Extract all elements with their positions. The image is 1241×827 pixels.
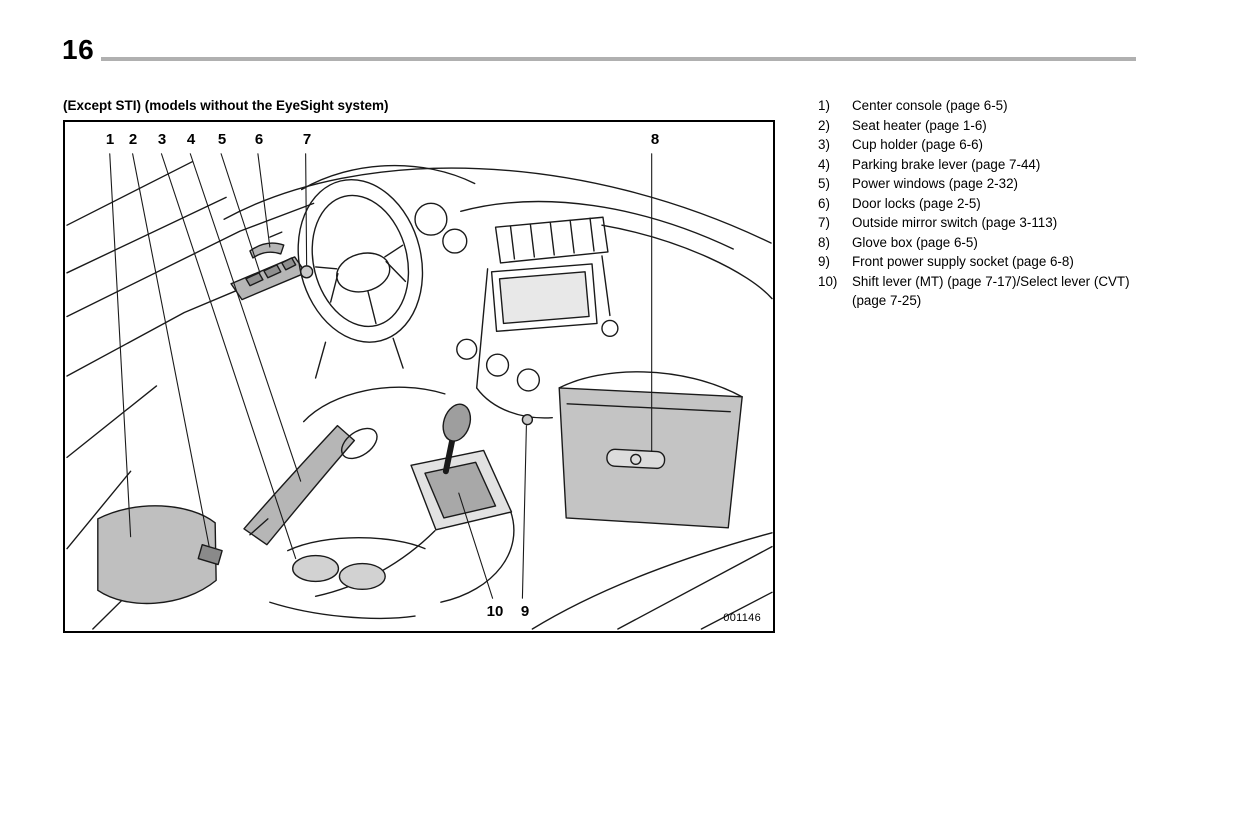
legend-item	[818, 96, 1150, 116]
legend-item	[818, 135, 1150, 155]
legend-item	[818, 155, 1150, 175]
page-number: 16	[62, 34, 95, 65]
legend-item	[818, 116, 1150, 136]
interior-diagram	[65, 122, 773, 631]
legend-item-text: Power windows (page 2-32)	[852, 176, 1018, 191]
legend-item-text: Door locks (page 2-5)	[852, 195, 981, 211]
figure-caption: (Except STI) (models without the EyeSight system)	[63, 98, 389, 113]
legend-item-number: 9)	[818, 254, 830, 269]
legend-item-text: Front power supply socket (page 6-8)	[852, 254, 1074, 269]
legend-item-text: Outside mirror switch (page 3-113)	[852, 215, 1058, 230]
mirror-switch	[301, 266, 313, 278]
legend-item-text: Shift lever (MT) (page 7-17)/Select lever (CVT) (page 7-25)	[852, 273, 1130, 308]
callout-label-7: 7	[302, 131, 312, 148]
figure-box	[63, 120, 775, 633]
legend-item-text: Cup holder (page 6-6)	[852, 137, 984, 152]
header-rule	[101, 57, 1136, 61]
legend-item-number: 2)	[818, 117, 830, 133]
legend-item-text: Seat heater (page 1-6)	[852, 117, 987, 133]
legend-item	[818, 174, 1150, 194]
legend-item	[818, 252, 1150, 272]
legend-list	[818, 96, 1150, 311]
window-switch-pod	[231, 257, 306, 300]
legend-item-number: 4)	[818, 156, 830, 172]
callout-label-6: 6	[254, 131, 264, 148]
callout-label-1: 1	[105, 131, 115, 148]
legend-item-number: 10)	[818, 273, 838, 289]
legend-item-number: 7)	[818, 215, 830, 230]
door-handle	[250, 232, 284, 258]
power-socket	[522, 415, 532, 425]
callout-label-3: 3	[157, 131, 167, 148]
legend-item	[818, 272, 1150, 311]
legend-item-number: 5)	[818, 176, 830, 191]
legend-item-text: Parking brake lever (page 7-44)	[852, 156, 1041, 172]
legend-item	[818, 194, 1150, 214]
callout-label-9: 9	[520, 603, 530, 620]
parking-brake-lever	[244, 422, 382, 544]
steering-column	[316, 338, 404, 378]
legend-item-number: 3)	[818, 137, 830, 152]
legend-item-text: Center console (page 6-5)	[852, 98, 1008, 113]
shift-lever	[411, 401, 511, 530]
legend-item	[818, 233, 1150, 253]
legend-item-number: 1)	[818, 98, 830, 113]
figure-code: 001146	[723, 612, 761, 624]
steering-wheel	[282, 166, 440, 355]
glove-box	[559, 372, 742, 528]
callout-label-4: 4	[186, 131, 196, 148]
seat-cushion	[98, 506, 222, 604]
instrument-cluster	[302, 166, 475, 253]
center-stack	[457, 217, 618, 418]
callout-label-10: 10	[486, 603, 504, 620]
legend-item-number: 8)	[818, 234, 830, 250]
callout-label-5: 5	[217, 131, 227, 148]
legend-item-number: 6)	[818, 195, 830, 211]
callout-label-2: 2	[128, 131, 138, 148]
legend-item	[818, 213, 1150, 233]
legend-item-text: Glove box (page 6-5)	[852, 234, 978, 250]
callout-label-8: 8	[650, 131, 660, 148]
